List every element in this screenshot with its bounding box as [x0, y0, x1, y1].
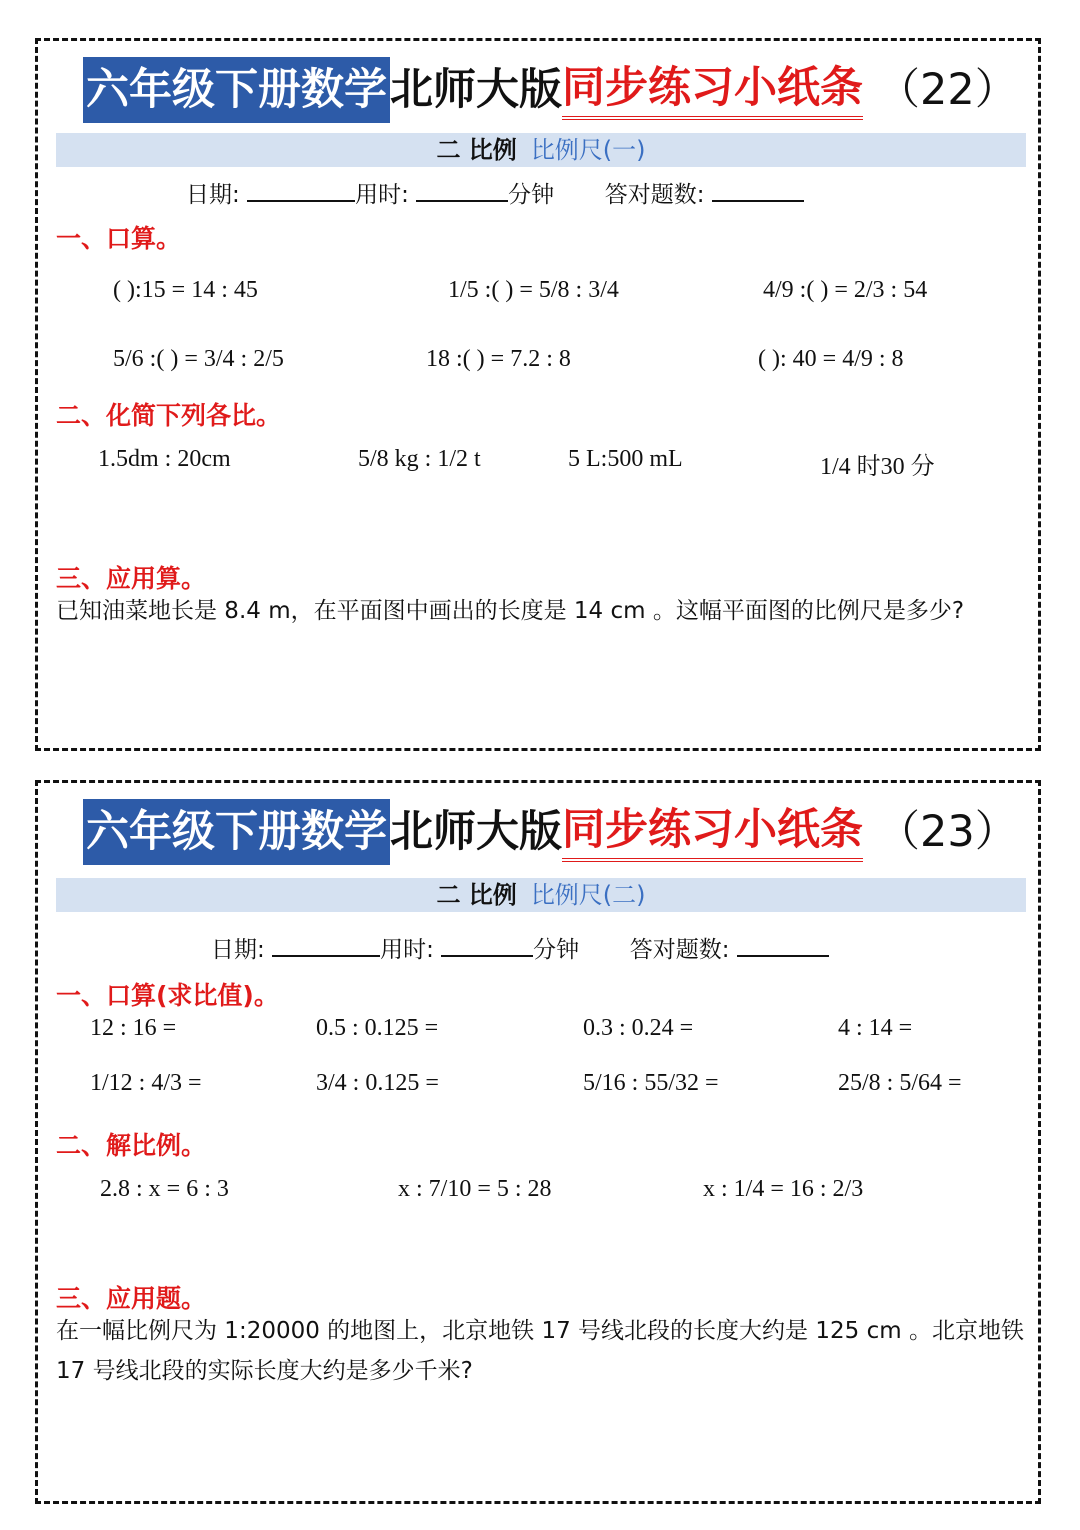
title-grade: 六年级下册数学: [83, 57, 390, 123]
exercise-item: 0.5 : 0.125 =: [316, 1015, 439, 1041]
title-number: （23）: [877, 807, 1018, 857]
time-label: 用时:: [355, 182, 409, 208]
exercise-item: 2.8 : x = 6 : 3: [100, 1176, 229, 1202]
title-number: （22）: [877, 65, 1018, 115]
exercise-item: 0.3 : 0.24 =: [583, 1015, 694, 1041]
time-blank[interactable]: [416, 180, 508, 202]
exercise-item: x : 7/10 = 5 : 28: [398, 1176, 552, 1202]
title-series: 同步练习小纸条: [562, 60, 863, 120]
exercise-item: 4/9 :( ) = 2/3 : 54: [763, 277, 928, 303]
worksheet-title: [83, 54, 1018, 126]
title-edition: 北师大版: [390, 807, 562, 857]
exercise-item: 3/4 : 0.125 =: [316, 1070, 439, 1096]
correct-blank[interactable]: [737, 935, 829, 957]
exercise-item: 12 : 16 =: [90, 1015, 177, 1041]
unit-label: 二 比例: [436, 881, 517, 909]
exercise-item: 5/16 : 55/32 =: [583, 1070, 719, 1096]
section-title-solve: 二、解比例。: [56, 1131, 207, 1160]
section-title-simplify: 二、化简下列各比。: [56, 401, 282, 430]
correct-label: 答对题数:: [629, 937, 730, 963]
exercise-item: 1/5 :( ) = 5/8 : 3/4: [448, 277, 619, 303]
date-label: 日期:: [186, 182, 240, 208]
section-title-application: 三、应用题。: [56, 1284, 207, 1313]
lesson-label: 比例尺(二): [530, 881, 646, 909]
worksheet-card-23: [35, 780, 1041, 1504]
exercise-item: 1/12 : 4/3 =: [90, 1070, 202, 1096]
exercise-item: 5/6 :( ) = 3/4 : 2/5: [113, 346, 284, 372]
time-blank[interactable]: [441, 935, 533, 957]
meta-row: [186, 176, 804, 209]
section-title-mental: 一、口算。: [56, 224, 182, 253]
exercise-item: x : 1/4 = 16 : 2/3: [703, 1176, 864, 1202]
worksheet-card-22: [35, 38, 1041, 751]
worksheet-title: [83, 796, 1018, 868]
minutes-label: 分钟: [508, 182, 555, 208]
title-series: 同步练习小纸条: [562, 802, 863, 862]
lesson-label: 比例尺(一): [530, 136, 646, 164]
word-problem: 在一幅比例尺为 1:20000 的地图上，北京地铁 17 号线北段的长度大约是 125 cm 。北京地铁 17 号线北段的实际长度大约是多少千米?: [56, 1318, 1024, 1384]
section-title-ratio-value: 一、口算(求比值)。: [56, 981, 279, 1010]
date-blank[interactable]: [247, 180, 355, 202]
exercise-item: 1/4 时30 分: [820, 454, 935, 480]
lesson-band: [56, 133, 1026, 167]
exercise-item: 5 L:500 mL: [568, 446, 683, 472]
correct-label: 答对题数:: [604, 182, 705, 208]
exercise-item: 4 : 14 =: [838, 1015, 913, 1041]
word-problem: 已知油菜地长是 8.4 m，在平面图中画出的长度是 14 cm 。这幅平面图的比例尺是多少?: [56, 598, 965, 624]
correct-blank[interactable]: [712, 180, 804, 202]
exercise-item: ( ):15 = 14 : 45: [113, 277, 258, 303]
title-grade: 六年级下册数学: [83, 799, 390, 865]
minutes-label: 分钟: [533, 937, 580, 963]
time-label: 用时:: [380, 937, 434, 963]
date-blank[interactable]: [272, 935, 380, 957]
exercise-item: 18 :( ) = 7.2 : 8: [426, 346, 571, 372]
date-label: 日期:: [211, 937, 265, 963]
exercise-item: 25/8 : 5/64 =: [838, 1070, 962, 1096]
lesson-band: [56, 878, 1026, 912]
exercise-item: 1.5dm : 20cm: [98, 446, 231, 472]
title-edition: 北师大版: [390, 65, 562, 115]
meta-row: [211, 931, 829, 964]
exercise-item: ( ): 40 = 4/9 : 8: [758, 346, 904, 372]
section-title-application: 三、应用算。: [56, 564, 207, 593]
unit-label: 二 比例: [436, 136, 517, 164]
exercise-item: 5/8 kg : 1/2 t: [358, 446, 481, 472]
